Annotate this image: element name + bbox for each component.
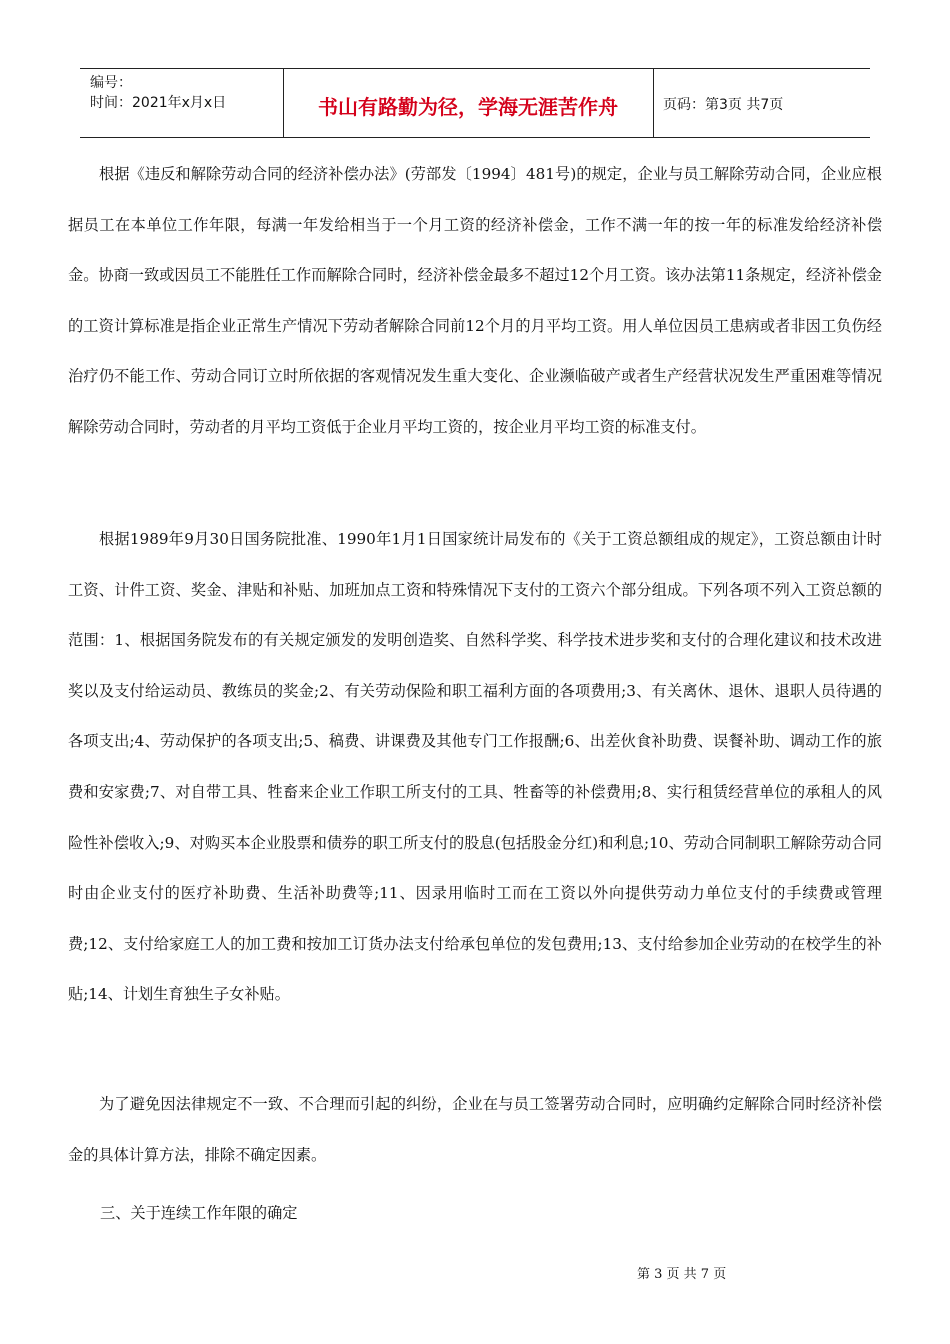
header-page-cell [653,69,870,137]
body-paragraph-3: 为了避免因法律规定不一致、不合理而引起的纠纷，企业在与员工签署劳动合同时，应明确约定解除合同时经济补偿金的具体计算方法，排除不确定因素。 [68,1095,882,1164]
section-heading: 三、关于连续工作年限的确定 [100,1204,298,1222]
document-header [80,68,870,138]
page-footer: 第 3 页 共 7 页 [637,1267,727,1282]
header-page-info: 页码：第3页 共7页 [663,97,784,113]
header-meta-cell [80,69,284,137]
header-motto: 书山有路勤为径，学海无涯苦作舟 [318,95,618,119]
body-paragraph-1: 根据《违反和解除劳动合同的经济补偿办法》(劳部发〔1994〕481号)的规定，企业与员工解除劳动合同，企业应根据员工在本单位工作年限，每满一年发给相当于一个月工资的经济补偿金，工作不满一年的按一年的标准发给经济补偿金。协商一致或因员工不能胜任工作而解除合同时，经济补偿金最多不超过12个月工资。该办法第11条规定，经济补偿金的工资计算标准是指企业正常生产情况下劳动者解除合同前12个月的月平均工资。用人单位因员工患病或者非因工负伤经治疗仍不能工作、劳动合同订立时所依据的客观情况发生重大变化、企业濒临破产或者生产经营状况发生严重困难等情况解除劳动合同时，劳动者的月平均工资低于企业月平均工资的，按企业月平均工资的标准支付。 [68,165,882,436]
document-number-label: 编号： [90,75,132,91]
body-paragraph-2: 根据1989年9月30日国务院批准、1990年1月1日国家统计局发布的《关于工资总额组成的规定》，工资总额由计时工资、计件工资、奖金、津贴和补贴、加班加点工资和特殊情况下支付的工资六个部分组成。下列各项不列入工资总额的范围：1、根据国务院发布的有关规定颁发的发明创造奖、自然科学奖、科学技术进步奖和支付的合理化建议和技术改进奖以及支付给运动员、教练员的奖金;2、有关劳动保险和职工福利方面的各项费用;3、有关离休、退休、退职人员待遇的各项支出;4、劳动保护的各项支出;5、稿费、讲课费及其他专门工作报酬;6、出差伙食补助费、误餐补助、调动工作的旅费和安家费;7、对自带工具、牲畜来企业工作职工所支付的工具、牲畜等的补偿费用;8、实行租赁经营单位的承租人的风险性补偿收入;9、对购买本企业股票和债券的职工所支付的股息(包括股金分红)和利息;10、劳动合同制职工解除劳动合同时由企业支付的医疗补助费、生活补助费等;11、因录用临时工而在工资以外向提供劳动力单位支付的手续费或管理费;12、支付给家庭工人的加工费和按加工订货办法支付给承包单位的发包费用;13、支付给参加企业劳动的在校学生的补贴;14、计划生育独生子女补贴。 [68,530,882,1004]
document-date-label: 时间：2021年x月x日 [90,95,227,111]
header-motto-cell [283,69,654,137]
